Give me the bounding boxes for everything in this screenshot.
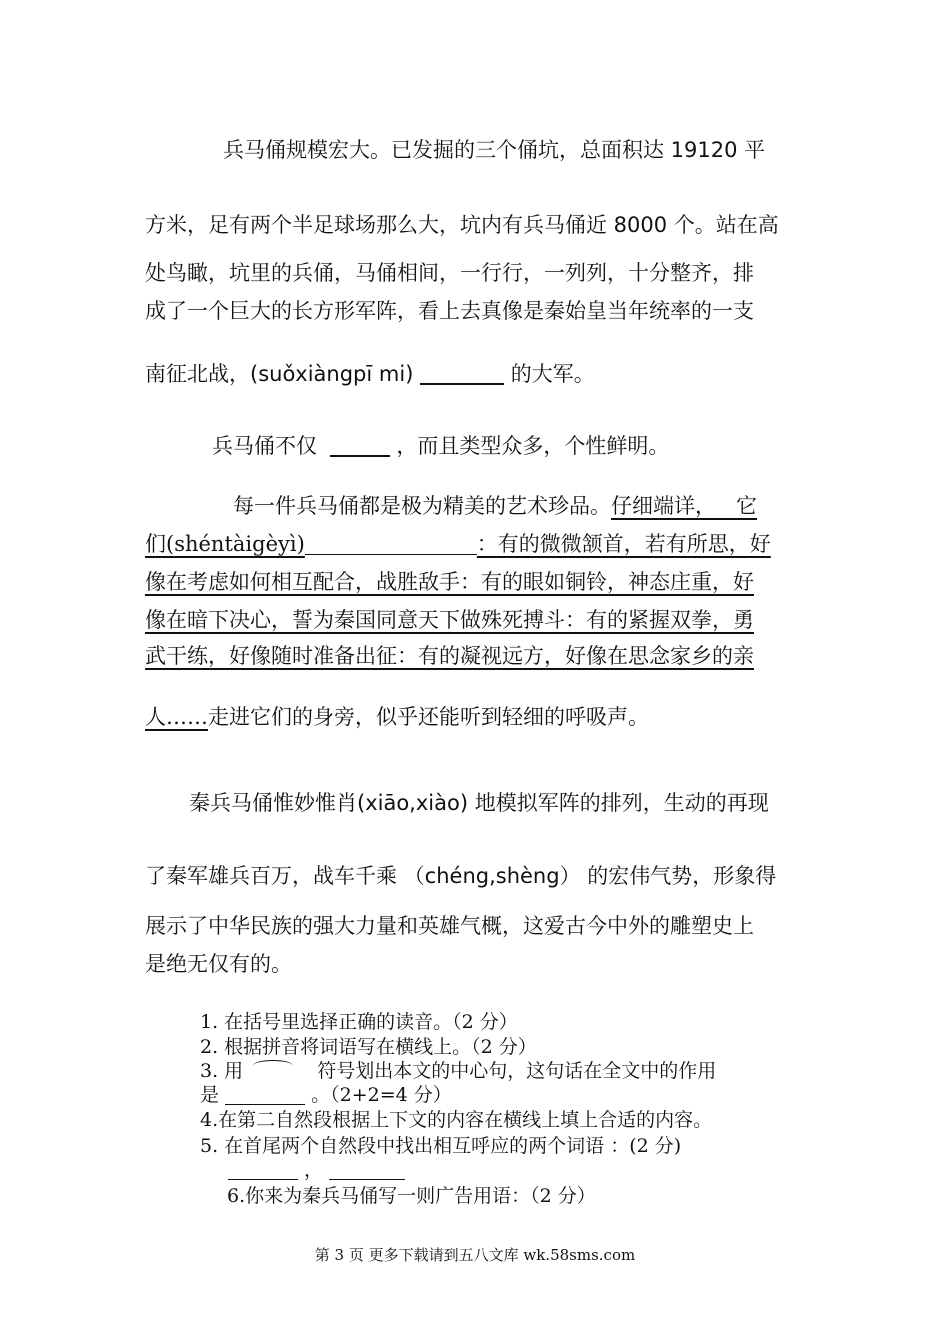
para2-pre: 兵马俑不仅: [212, 434, 317, 458]
question-3-pre: 3. 用: [200, 1060, 244, 1082]
question-3: [200, 1059, 716, 1083]
question-5-answers: [228, 1158, 405, 1182]
para2-fill-blank[interactable]: [330, 433, 390, 457]
para3-line4: 像在暗下决心，誓为秦国同意天下做殊死搏斗：有的紧握双拳，勇: [145, 608, 754, 632]
para1-line5: [145, 360, 595, 388]
question-3-post: 符号划出本文的中心句，这句话在全文中的作用: [317, 1060, 717, 1082]
para1-line5-post: 的大军。: [510, 362, 595, 386]
question-3-cont: [200, 1083, 452, 1107]
para3-line2: [145, 530, 771, 558]
question-5: 5. 在首尾两个自然段中找出相互呼应的两个词语 ：(2 分): [200, 1135, 682, 1157]
para1-line4: 成了一个巨大的长方形军阵，看上去真像是秦始皇当年统率的一支: [145, 299, 754, 323]
para3-line5: 武干练，好像随时准备出征：有的凝视远方，好像在思念家乡的亲: [145, 644, 754, 668]
question-3b-post: 。（2+2=4 分）: [311, 1084, 452, 1106]
question-5-answer-blank-2[interactable]: [329, 1161, 405, 1180]
wavy-line-symbol-icon: [253, 1060, 293, 1071]
para4-line4: 是绝无仅有的。: [145, 952, 292, 976]
para3-line1-underlined: 仔细端详， 它: [611, 494, 758, 518]
page-footer: 第 3 页 更多下载请到五八文库 wk.58sms.com: [314, 1246, 636, 1264]
question-2: 2. 根据拼音将词语写在横线上。（2 分）: [200, 1036, 537, 1058]
para2-post: ，而且类型众多，个性鲜明。: [396, 434, 670, 458]
para1-line3: 处鸟瞰，坑里的兵俑，马俑相间，一行行，一列列，十分整齐，排: [145, 261, 754, 285]
para4-line1: 秦兵马俑惟妙惟肖(xiāo,xiào) 地模拟军阵的排列，生动的再现: [189, 791, 769, 815]
para3-line2-underlined: 们(shéntàigèyì): [145, 532, 305, 556]
para3-line2-rest: ：有的微微颔首，若有所思，好: [476, 532, 771, 556]
para1-line2: 方米，足有两个半足球场那么大，坑内有兵马俑近 8000 个。站在高: [145, 213, 779, 237]
para1-line5-pre: 南征北战，(suǒxiàngpī mi): [145, 362, 414, 386]
question-4: 4.在第二自然段根据上下文的内容在横线上填上合适的内容。: [200, 1109, 713, 1131]
para4-line3: 展示了中华民族的强大力量和英雄气概，这爱古今中外的雕塑史上: [145, 914, 754, 938]
para3-line1: [233, 492, 757, 520]
question-6: 6.你来为秦兵马俑写一则广告用语：（2 分）: [227, 1185, 596, 1207]
para3-line6: [145, 703, 649, 731]
question-5-separator: ，: [304, 1159, 324, 1181]
para3-line6-rest: 走进它们的身旁，似乎还能听到轻细的呼吸声。: [208, 705, 649, 729]
para1-line1: 兵马俑规模宏大。已发掘的三个俑坑，总面积达 19120 平: [223, 138, 766, 162]
question-5-answer-blank-1[interactable]: [228, 1161, 298, 1180]
question-1: 1. 在括号里选择正确的读音。（2 分）: [200, 1011, 518, 1033]
para3-line6-underlined: 人……: [145, 705, 208, 729]
pinyin-answer-blank[interactable]: [420, 361, 504, 385]
para3-line1-plain: 每一件兵马俑都是极为精美的艺术珍品。: [233, 494, 611, 518]
para2-line: [212, 432, 669, 460]
para4-line2: 了秦军雄兵百万，战车千乘 （chéng,shèng） 的宏伟气势，形象得: [145, 864, 777, 888]
question-3b-pre: 是: [200, 1084, 220, 1106]
shentaigeyi-answer-blank[interactable]: [305, 532, 477, 555]
question-3-answer-blank[interactable]: [225, 1086, 305, 1105]
para3-line3: 像在考虑如何相互配合，战胜敌手：有的眼如铜铃，神态庄重，好: [145, 570, 754, 594]
